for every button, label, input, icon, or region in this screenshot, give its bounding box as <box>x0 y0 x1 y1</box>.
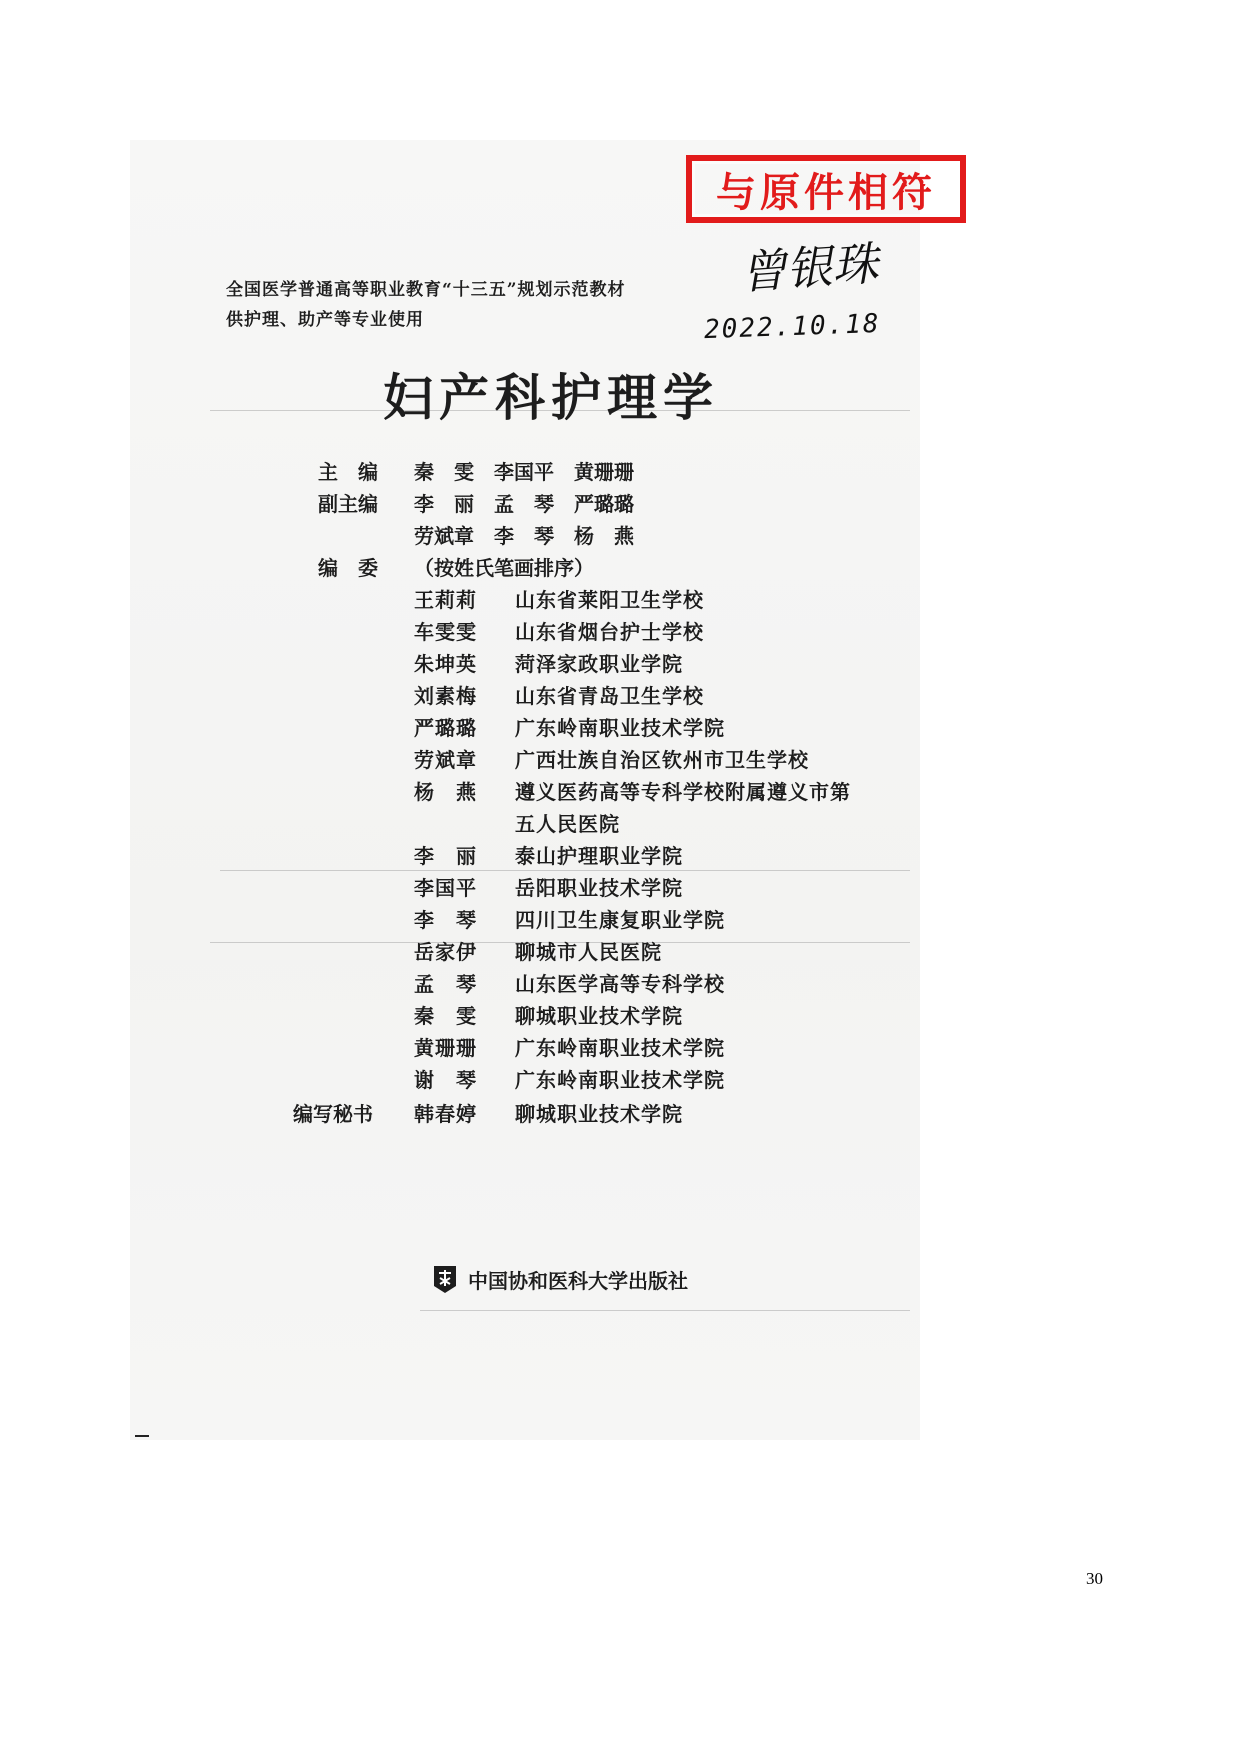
member-name: 李 丽 <box>414 844 477 868</box>
member-name: 秦 雯 <box>414 1004 477 1028</box>
member-affiliation: 泰山护理职业学院 <box>515 844 683 868</box>
member-affiliation: 聊城职业技术学院 <box>515 1004 683 1028</box>
committee-note: （按姓氏笔画排序） <box>414 556 594 580</box>
secretary-name: 韩春婷 <box>414 1102 477 1126</box>
committee-label: 编 委 <box>318 556 378 580</box>
member-affiliation: 菏泽家政职业学院 <box>515 652 683 676</box>
member-affiliation: 聊城市人民医院 <box>515 940 662 964</box>
member-name: 李 琴 <box>414 908 477 932</box>
deputy-editor-names: 李 丽 孟 琴 严璐璐 <box>414 492 634 516</box>
member-affiliation: 山东省莱阳卫生学校 <box>515 588 704 612</box>
deputy-editor-names: 劳斌章 李 琴 杨 燕 <box>414 524 634 548</box>
member-affiliation: 山东医学高等专科学校 <box>515 972 725 996</box>
scan-edge-mark <box>135 1435 149 1437</box>
bleed-line <box>420 1310 910 1311</box>
publisher-logo-icon <box>432 1264 458 1294</box>
bleed-line <box>220 870 910 871</box>
certification-stamp <box>686 155 966 223</box>
member-name: 谢 琴 <box>414 1068 477 1092</box>
member-affiliation: 广西壮族自治区钦州市卫生学校 <box>515 748 809 772</box>
member-name: 李国平 <box>414 876 477 900</box>
handwritten-signature: 曾银珠 <box>738 236 880 300</box>
page-number: 30 <box>1086 1569 1103 1588</box>
member-affiliation: 遵义医药高等专科学校附属遵义市第 <box>515 780 851 804</box>
book-title: 妇产科护理学 <box>383 369 719 427</box>
publisher-name: 中国协和医科大学出版社 <box>468 1268 688 1293</box>
member-name: 劳斌章 <box>414 748 477 772</box>
series-line: 全国医学普通高等职业教育“十三五”规划示范教材 <box>226 280 626 300</box>
member-affiliation: 山东省青岛卫生学校 <box>515 684 704 708</box>
member-affiliation: 广东岭南职业技术学院 <box>515 716 725 740</box>
stamp-text: 与原件相符 <box>716 169 936 216</box>
member-name: 杨 燕 <box>414 780 477 804</box>
deputy-editor-label: 副主编 <box>318 492 378 516</box>
member-affiliation: 广东岭南职业技术学院 <box>515 1068 725 1092</box>
handwritten-date: 2022.10.18 <box>703 308 882 346</box>
member-name: 王莉莉 <box>414 588 477 612</box>
chief-editor-names: 秦 雯 李国平 黄珊珊 <box>414 460 634 484</box>
chief-editor-label: 主 编 <box>318 460 378 484</box>
member-name: 朱坤英 <box>414 652 477 676</box>
member-affiliation: 四川卫生康复职业学院 <box>515 908 725 932</box>
member-name: 黄珊珊 <box>414 1036 477 1060</box>
member-affiliation: 岳阳职业技术学院 <box>515 876 683 900</box>
member-name: 车雯雯 <box>414 620 477 644</box>
member-name: 严璐璐 <box>414 716 477 740</box>
member-name: 孟 琴 <box>414 972 477 996</box>
secretary-label: 编写秘书 <box>293 1102 373 1126</box>
member-affiliation-continued: 五人民医院 <box>515 812 620 836</box>
member-name: 岳家伊 <box>414 940 477 964</box>
member-affiliation: 广东岭南职业技术学院 <box>515 1036 725 1060</box>
member-affiliation: 山东省烟台护士学校 <box>515 620 704 644</box>
usage-line: 供护理、助产等专业使用 <box>226 310 424 330</box>
publisher-block <box>432 1264 688 1294</box>
member-name: 刘素梅 <box>414 684 477 708</box>
secretary-affiliation: 聊城职业技术学院 <box>515 1102 683 1126</box>
